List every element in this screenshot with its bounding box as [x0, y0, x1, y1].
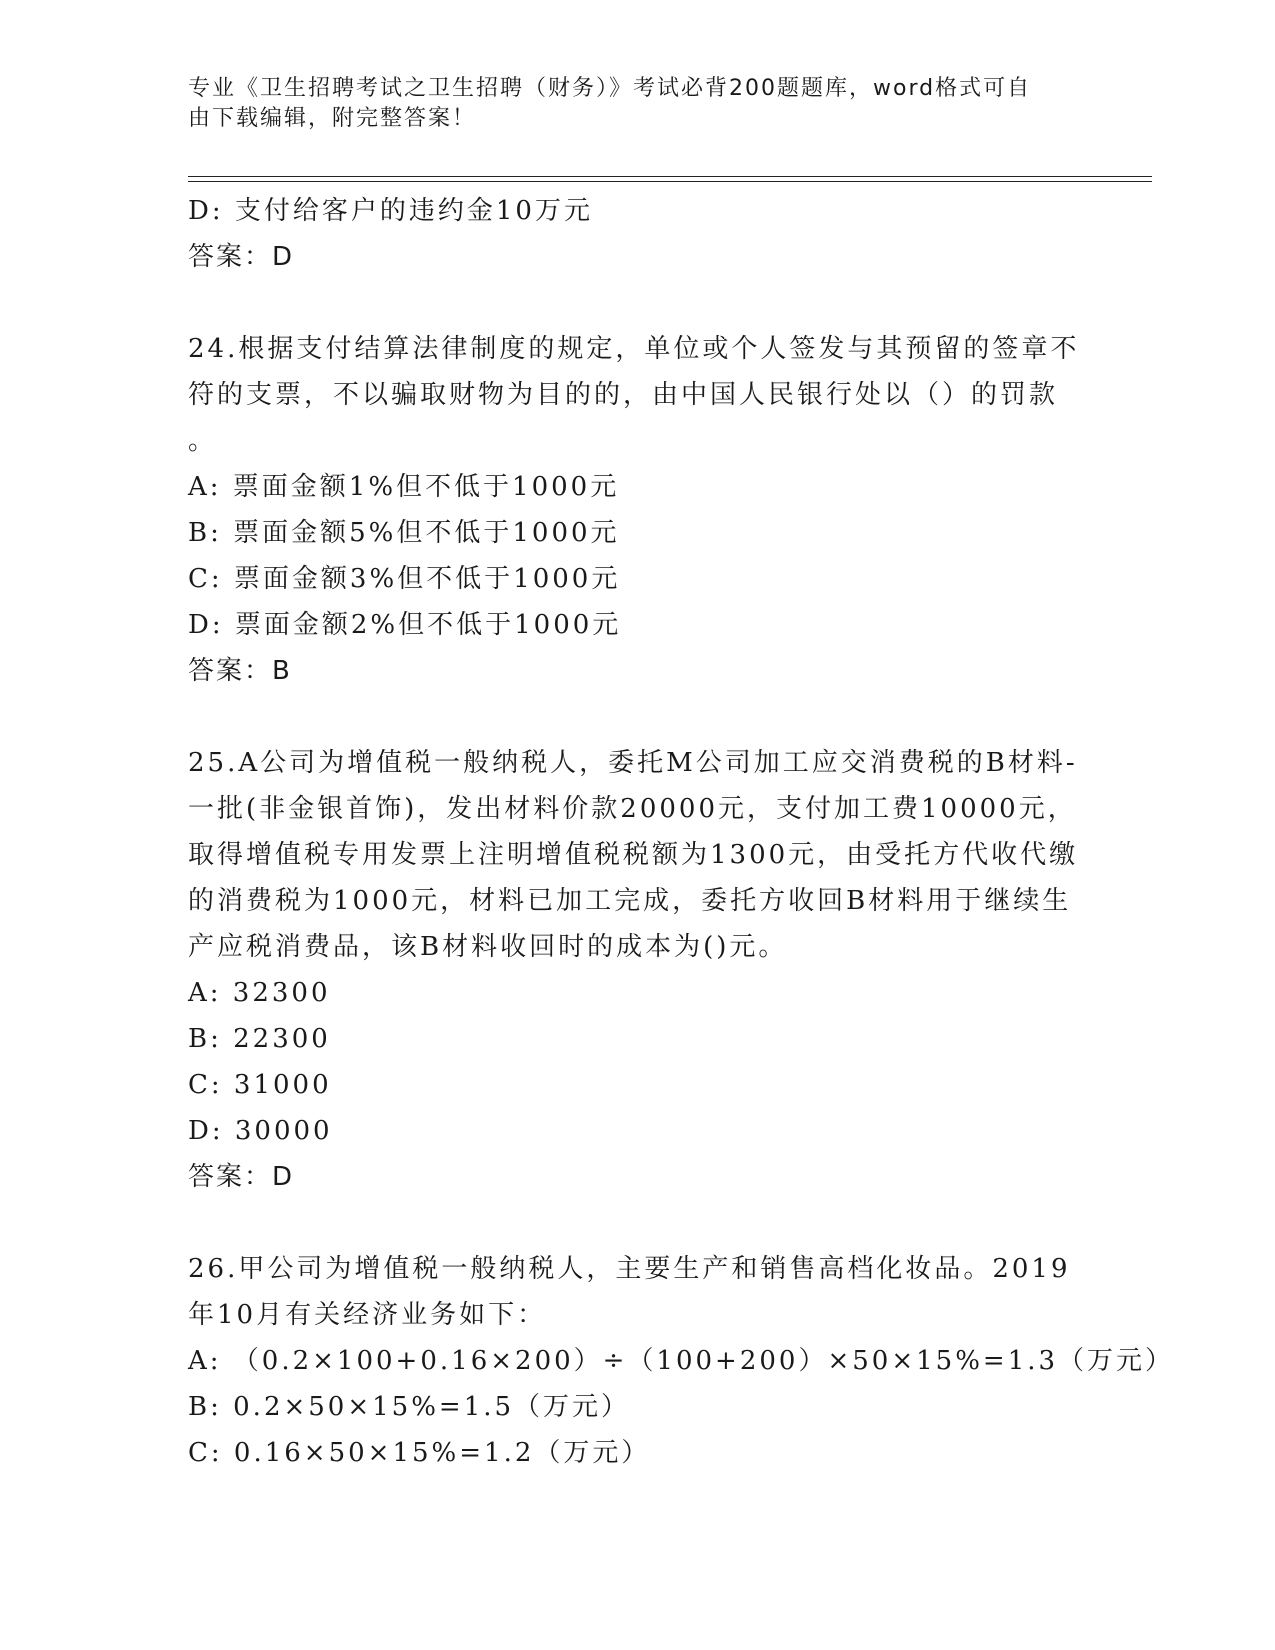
q25-stem-line-3: 取得增值税专用发票上注明增值税税额为1300元，由受托方代收代缴 [188, 840, 1079, 870]
header-line-2: 由下载编辑，附完整答案！ [188, 106, 477, 131]
q25-option-a: A: 32300 [188, 978, 331, 1008]
question-25 [188, 740, 1088, 1200]
q24-option-b: B: 票面金额5%但不低于1000元 [188, 518, 620, 548]
prev-option-d: D: 支付给客户的违约金10万元 [188, 196, 593, 226]
q24-answer: 答案：B [188, 656, 292, 686]
q26-option-b: B: 0.2×50×15%=1.5（万元） [188, 1392, 631, 1422]
q26-option-c: C: 0.16×50×15%=1.2（万元） [188, 1438, 651, 1468]
header-line-1: 专业《卫生招聘考试之卫生招聘（财务）》考试必背200题题库，word格式可自 [188, 76, 1032, 101]
q26-stem-line-2: 年10月有关经济业务如下： [188, 1300, 547, 1330]
header-divider-top [188, 176, 1152, 177]
q24-option-a: A: 票面金额1%但不低于1000元 [188, 472, 620, 502]
q24-option-d: D: 票面金额2%但不低于1000元 [188, 610, 622, 640]
q25-stem-line-2: 一批(非金银首饰)，发出材料价款20000元，支付加工费10000元， [188, 794, 1077, 824]
document-header [188, 74, 1078, 134]
spacer [188, 694, 1088, 740]
q25-stem-line-1: 25.A公司为增值税一般纳税人，委托M公司加工应交消费税的B材料- [188, 748, 1078, 778]
q24-stem-line-2: 符的支票，不以骗取财物为目的的，由中国人民银行处以（）的罚款 [188, 380, 1059, 410]
question-26 [188, 1246, 1175, 1476]
spacer [188, 280, 1088, 326]
q24-stem-line-1: 24.根据支付结算法律制度的规定，单位或个人签发与其预留的签章不 [188, 334, 1080, 364]
q25-option-b: B: 22300 [188, 1024, 331, 1054]
question-content [188, 188, 1175, 1476]
q24-stem-line-3: 。 [188, 426, 218, 456]
q25-stem-line-4: 的消费税为1000元，材料已加工完成，委托方收回B材料用于继续生 [188, 886, 1072, 916]
header-divider-bottom [188, 181, 1152, 182]
q25-option-d: D: 30000 [188, 1116, 333, 1146]
q26-stem-line-1: 26.甲公司为增值税一般纳税人，主要生产和销售高档化妆品。2019 [188, 1254, 1071, 1284]
q25-stem-line-5: 产应税消费品，该B材料收回时的成本为()元。 [188, 932, 788, 962]
question-24 [188, 326, 1088, 694]
spacer [188, 1200, 1088, 1246]
q25-answer: 答案：D [188, 1162, 295, 1192]
q26-option-a: A: （0.2×100+0.16×200）÷（100+200）×50×15%=1.3（万元） [188, 1346, 1175, 1376]
prev-answer: 答案：D [188, 242, 295, 272]
q24-option-c: C: 票面金额3%但不低于1000元 [188, 564, 621, 594]
q25-option-c: C: 31000 [188, 1070, 332, 1100]
